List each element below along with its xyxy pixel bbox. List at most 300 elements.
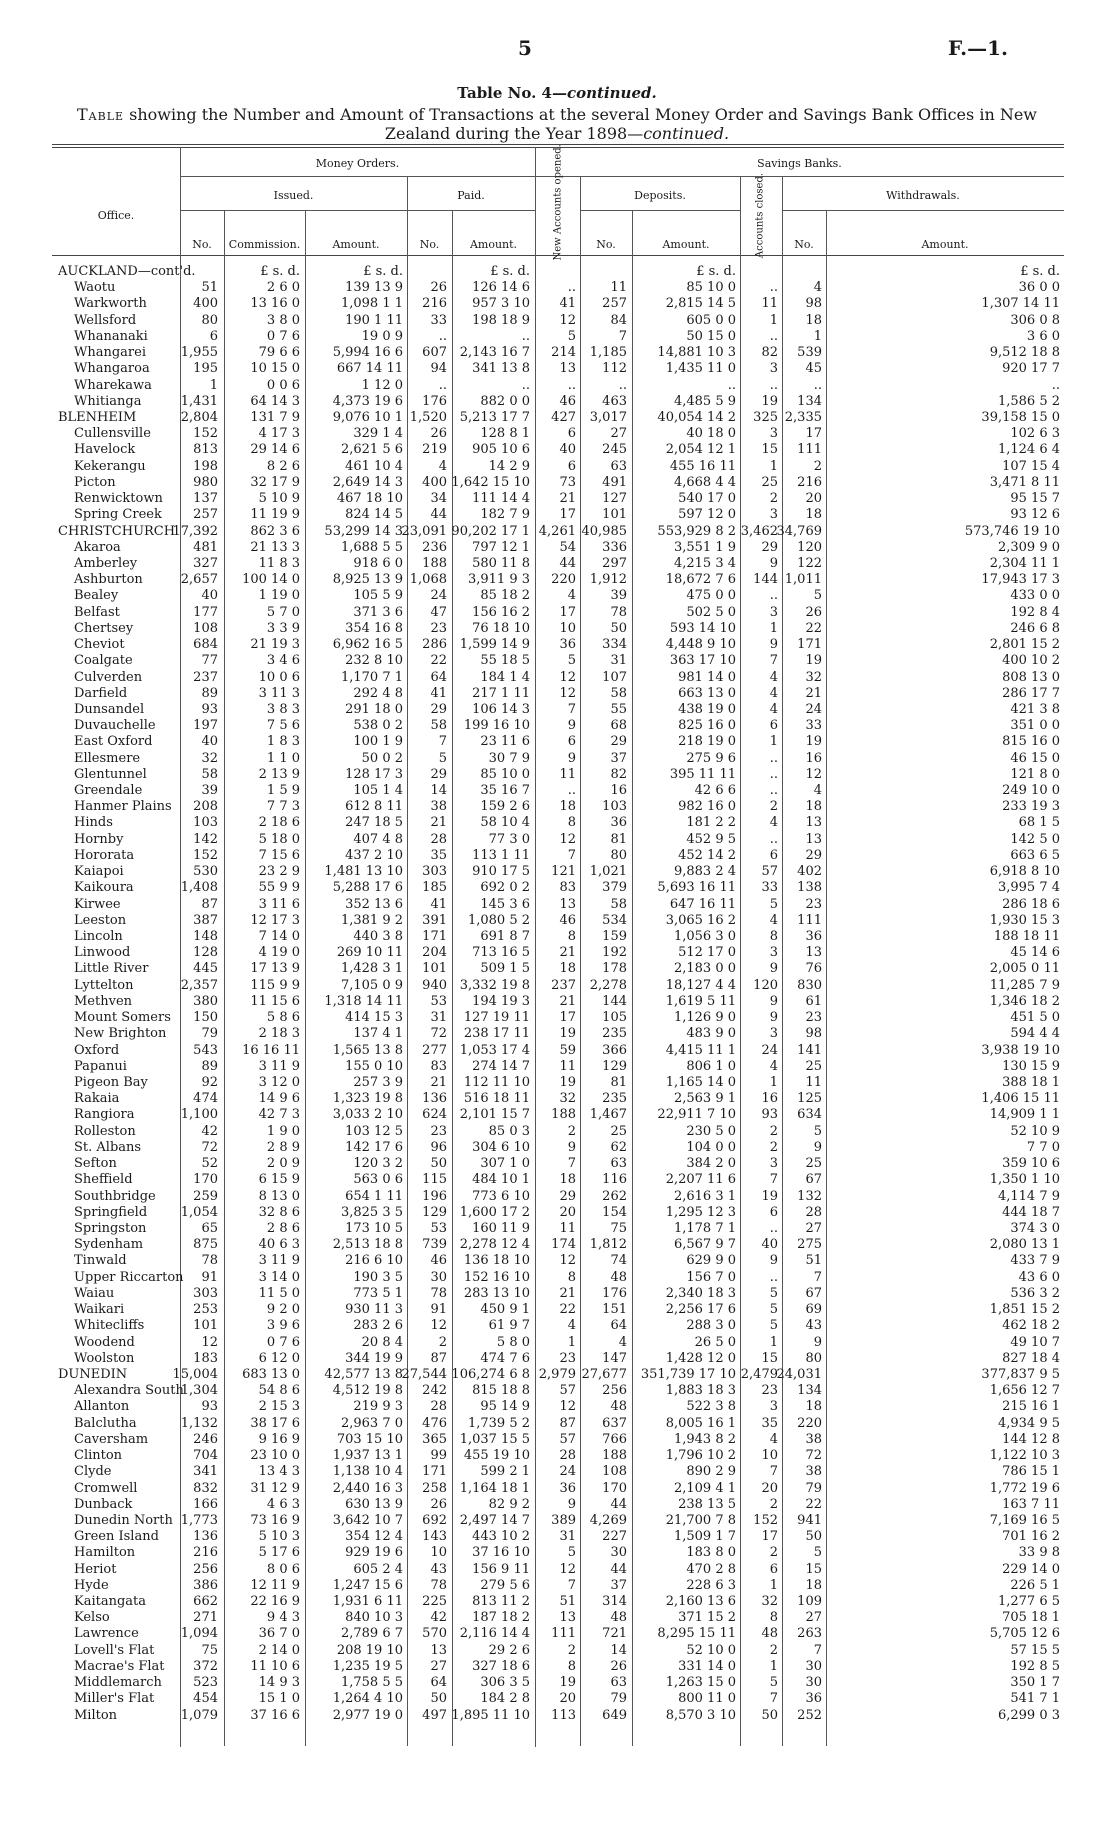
- paid-amount-cell: 156 16 2: [472, 604, 530, 620]
- paid-no-cell: 101: [422, 961, 447, 977]
- issued-no-cell: 136: [193, 1529, 218, 1545]
- paid-no-cell: 365: [422, 1431, 447, 1447]
- new-accounts-cell: ..: [567, 280, 576, 296]
- new-accounts-cell: 17: [559, 1010, 576, 1026]
- deposits-amount-cell: 6,567 9 7: [673, 1237, 736, 1253]
- accounts-closed-cell: 93: [761, 1107, 778, 1123]
- commission-cell: 4 17 3: [258, 426, 300, 442]
- issued-amount-cell: 1,428 3 1: [340, 961, 403, 977]
- accounts-closed-cell: 7: [769, 1464, 778, 1480]
- new-accounts-cell: 46: [559, 912, 576, 928]
- accounts-closed-cell: 6: [769, 847, 778, 863]
- deposits-no-cell: 2,278: [589, 977, 627, 993]
- office-name: Kelso: [74, 1610, 110, 1626]
- issued-amount-cell: 329 1 4: [353, 426, 403, 442]
- withdrawals-amount-cell: 1,122 10 3: [989, 1448, 1060, 1464]
- paid-amount-cell: 127 19 11: [463, 1010, 530, 1026]
- paid-amount-cell: 274 14 7: [472, 1058, 530, 1074]
- issued-amount-cell: 354 12 4: [345, 1529, 403, 1545]
- office-name: Cheviot: [74, 637, 125, 653]
- accounts-closed-cell: 35: [761, 1415, 778, 1431]
- issued-no-cell: 257: [193, 507, 218, 523]
- office-name: Little River: [74, 961, 149, 977]
- office-name: Greendale: [74, 783, 143, 799]
- commission-cell: 1 19 0: [258, 588, 300, 604]
- withdrawals-amount-cell: 130 15 9: [1002, 1058, 1060, 1074]
- withdrawals-no-cell: 24,031: [776, 1366, 822, 1382]
- commission-cell: 683 13 0: [242, 1366, 300, 1382]
- table-row: [0, 264, 1114, 280]
- issued-no-cell: 89: [201, 1058, 218, 1074]
- commission-cell: 9 4 3: [266, 1610, 300, 1626]
- paid-amount-cell: 2,101 15 7: [459, 1107, 530, 1123]
- new-accounts-cell: 9: [567, 718, 576, 734]
- withdrawals-no-cell: 125: [797, 1091, 822, 1107]
- office-name: Rolleston: [74, 1123, 136, 1139]
- issued-amount-cell: 437 2 10: [345, 847, 403, 863]
- table-row: [0, 1335, 1114, 1351]
- deposits-no-cell: 63: [610, 458, 627, 474]
- accounts-closed-cell: 9: [769, 1010, 778, 1026]
- withdrawals-no-cell: 38: [805, 1431, 822, 1447]
- new-accounts-cell: 6: [567, 458, 576, 474]
- issued-no-cell: 303: [193, 1285, 218, 1301]
- new-accounts-cell: 19: [559, 1026, 576, 1042]
- issued-amount-cell: 3,033 2 10: [332, 1107, 403, 1123]
- accounts-closed-cell: 4: [769, 701, 778, 717]
- issued-amount-cell: 1,235 19 5: [332, 1658, 403, 1674]
- office-name: Havelock: [74, 442, 136, 458]
- withdrawals-no-cell: 23: [805, 896, 822, 912]
- new-accounts-cell: 40: [559, 442, 576, 458]
- issued-amount-cell: 120 3 2: [353, 1156, 403, 1172]
- paid-amount-cell: 23 11 6: [480, 734, 530, 750]
- new-accounts-cell: 121: [551, 864, 576, 880]
- deposits-amount-cell: 1,509 1 7: [673, 1529, 736, 1545]
- issued-amount-cell: 563 0 6: [353, 1172, 403, 1188]
- deposits-amount-cell: 351,739 17 10: [640, 1366, 736, 1382]
- withdrawals-amount-cell: 57 15 5: [1010, 1642, 1060, 1658]
- withdrawals-no-cell: 36: [805, 1691, 822, 1707]
- deposits-amount-cell: 2,054 12 1: [665, 442, 736, 458]
- deposits-amount-cell: 1,619 5 11: [665, 993, 736, 1009]
- issued-no-cell: 1,773: [180, 1512, 218, 1528]
- new-accounts-cell: 57: [559, 1383, 576, 1399]
- issued-no-cell: 183: [193, 1350, 218, 1366]
- commission-cell: 42 7 3: [258, 1107, 300, 1123]
- withdrawals-no-cell: 252: [797, 1707, 822, 1723]
- commission-cell: 38 17 6: [250, 1415, 300, 1431]
- paid-amount-cell: 450 9 1: [480, 1302, 530, 1318]
- commission-cell: 10 15 0: [250, 361, 300, 377]
- accounts-closed-cell: 3: [769, 507, 778, 523]
- office-name: Picton: [74, 474, 116, 490]
- office-name: Woolston: [74, 1350, 135, 1366]
- withdrawals-amount-cell: 249 10 0: [1002, 783, 1060, 799]
- withdrawals-no-cell: 402: [797, 864, 822, 880]
- table-row: [0, 929, 1114, 945]
- table-row: [0, 1545, 1114, 1561]
- deposits-no-cell: 62: [610, 1139, 627, 1155]
- paid-no-cell: 78: [430, 1577, 447, 1593]
- withdrawals-no-cell: 23: [805, 1010, 822, 1026]
- accounts-closed-cell: 20: [761, 1480, 778, 1496]
- office-name: Rakaia: [74, 1091, 120, 1107]
- office-name: Tinwald: [74, 1253, 127, 1269]
- accounts-closed-cell: 7: [769, 1691, 778, 1707]
- commission-cell: 16 16 11: [242, 1042, 300, 1058]
- deposits-no-cell: 262: [602, 1188, 627, 1204]
- accounts-closed-cell: 29: [761, 539, 778, 555]
- paid-no-cell: 391: [422, 912, 447, 928]
- commission-cell: 11 19 9: [250, 507, 300, 523]
- paid-amount-cell: 516 18 11: [463, 1091, 530, 1107]
- new-accounts-cell: 31: [559, 1529, 576, 1545]
- table-row: [0, 1464, 1114, 1480]
- issued-no-cell: 1,132: [180, 1415, 218, 1431]
- paid-amount-cell: 198 18 9: [472, 312, 530, 328]
- withdrawals-amount-cell: 7 7 0: [1026, 1139, 1060, 1155]
- withdrawals-amount-cell: 1,277 6 5: [997, 1594, 1060, 1610]
- withdrawals-no-cell: 13: [805, 945, 822, 961]
- office-name: Ashburton: [74, 572, 143, 588]
- deposits-amount-cell: 22,911 7 10: [657, 1107, 736, 1123]
- currency-units: £ s. d.: [490, 264, 530, 279]
- deposits-no-cell: 58: [610, 896, 627, 912]
- issued-amount-cell: 630 13 9: [345, 1496, 403, 1512]
- new-accounts-cell: 19: [559, 1675, 576, 1691]
- deposits-no-cell: 107: [602, 669, 627, 685]
- table-row: [0, 1643, 1114, 1659]
- accounts-closed-cell: 4: [769, 912, 778, 928]
- accounts-closed-cell: 10: [761, 1448, 778, 1464]
- paid-no-cell: 41: [430, 896, 447, 912]
- new-accounts-cell: 23: [559, 1350, 576, 1366]
- table-row: [0, 1237, 1114, 1253]
- issued-amount-cell: 247 18 5: [345, 815, 403, 831]
- issued-no-cell: 80: [201, 312, 218, 328]
- commission-cell: 0 7 6: [266, 328, 300, 344]
- deposits-amount-cell: 982 16 0: [678, 799, 736, 815]
- accounts-closed-cell: 19: [761, 393, 778, 409]
- table-row: [0, 1156, 1114, 1172]
- withdrawals-amount-cell: 102 6 3: [1010, 426, 1060, 442]
- accounts-closed-cell: 4: [769, 1058, 778, 1074]
- office-name: Clinton: [74, 1448, 123, 1464]
- paid-amount-cell: 160 11 9: [472, 1220, 530, 1236]
- office-name: Springfield: [74, 1204, 148, 1220]
- deposits-no-cell: 1,467: [589, 1107, 627, 1123]
- deposits-no-cell: 37: [610, 750, 627, 766]
- issued-no-cell: 75: [201, 1642, 218, 1658]
- paid-amount-cell: 77 3 0: [488, 831, 530, 847]
- new-accounts-cell: 46: [559, 393, 576, 409]
- issued-amount-cell: 605 2 4: [353, 1561, 403, 1577]
- paid-no-cell: 303: [422, 864, 447, 880]
- withdrawals-amount-cell: 4,114 7 9: [997, 1188, 1060, 1204]
- issued-amount-cell: 105 5 9: [353, 588, 403, 604]
- issued-no-cell: 875: [193, 1237, 218, 1253]
- table-row: [0, 718, 1114, 734]
- deposits-no-cell: 4,269: [589, 1512, 627, 1528]
- issued-amount-cell: 354 16 8: [345, 620, 403, 636]
- table-row: [0, 848, 1114, 864]
- accounts-closed-cell: 1: [769, 312, 778, 328]
- new-accounts-cell: 2: [567, 1123, 576, 1139]
- withdrawals-amount-cell: 3 6 0: [1026, 328, 1060, 344]
- issued-no-cell: 79: [201, 1026, 218, 1042]
- table-row: [0, 1091, 1114, 1107]
- deposits-no-cell: 170: [602, 1480, 627, 1496]
- deposits-amount-cell: 522 3 8: [686, 1399, 736, 1415]
- accounts-closed-cell: 4: [769, 685, 778, 701]
- deposits-amount-cell: 512 17 0: [678, 945, 736, 961]
- deposits-no-cell: 27,677: [581, 1366, 627, 1382]
- withdrawals-no-cell: 7: [813, 1642, 822, 1658]
- withdrawals-no-cell: 27: [805, 1610, 822, 1626]
- deposits-amount-cell: 40,054 14 2: [657, 409, 736, 425]
- paid-no-cell: 14: [430, 783, 447, 799]
- commission-cell: 3 11 9: [258, 1058, 300, 1074]
- issued-no-cell: 445: [193, 961, 218, 977]
- deposits-no-cell: 31: [610, 653, 627, 669]
- withdrawals-amount-cell: 163 7 11: [1002, 1496, 1060, 1512]
- office-name: Alexandra South: [74, 1383, 184, 1399]
- table-row: [0, 1659, 1114, 1675]
- withdrawals-no-cell: 33: [805, 718, 822, 734]
- issued-amount-cell: 612 8 11: [345, 799, 403, 815]
- withdrawals-amount-cell: 374 3 0: [1010, 1220, 1060, 1236]
- table-row: [0, 1140, 1114, 1156]
- paid-amount-cell: 238 17 11: [463, 1026, 530, 1042]
- deposits-amount-cell: 228 6 3: [686, 1577, 736, 1593]
- issued-no-cell: 12: [201, 1334, 218, 1350]
- withdrawals-no-cell: 216: [797, 474, 822, 490]
- paid-amount-cell: 1,599 14 9: [459, 637, 530, 653]
- commission-cell: 36 7 0: [258, 1626, 300, 1642]
- office-name: Hororata: [74, 847, 135, 863]
- office-name: Methven: [74, 993, 133, 1009]
- table-row: [0, 1399, 1114, 1415]
- table-row: [0, 994, 1114, 1010]
- paid-amount-cell: 3,911 9 3: [467, 572, 530, 588]
- paid-amount-cell: 145 3 6: [480, 896, 530, 912]
- new-accounts-cell: 220: [551, 572, 576, 588]
- commission-cell: 2 0 9: [266, 1156, 300, 1172]
- deposits-amount-cell: 395 11 11: [669, 766, 736, 782]
- paid-no-cell: ..: [438, 377, 447, 393]
- deposits-amount-cell: 981 14 0: [678, 669, 736, 685]
- deposits-no-cell: 44: [610, 1561, 627, 1577]
- commission-cell: 37 16 6: [250, 1707, 300, 1723]
- issued-no-cell: 108: [193, 620, 218, 636]
- deposits-no-cell: 105: [602, 1010, 627, 1026]
- office-name: Caversham: [74, 1431, 149, 1447]
- paid-amount-cell: 136 18 10: [463, 1253, 530, 1269]
- new-accounts-cell: 36: [559, 1480, 576, 1496]
- withdrawals-amount-cell: 2,801 15 2: [989, 637, 1060, 653]
- paid-no-cell: 624: [422, 1107, 447, 1123]
- issued-no-cell: 474: [193, 1091, 218, 1107]
- office-name: Wharekawa: [74, 377, 152, 393]
- withdrawals-amount-cell: 142 5 0: [1010, 831, 1060, 847]
- new-accounts-cell: 4: [567, 588, 576, 604]
- office-name: Belfast: [74, 604, 120, 620]
- issued-no-cell: 832: [193, 1480, 218, 1496]
- accounts-closed-cell: 9: [769, 555, 778, 571]
- table-row: [0, 1059, 1114, 1075]
- office-name: Lyttelton: [74, 977, 134, 993]
- issued-amount-cell: 9,076 10 1: [332, 409, 403, 425]
- accounts-closed-cell: 120: [753, 977, 778, 993]
- deposits-amount-cell: 825 16 0: [678, 718, 736, 734]
- withdrawals-no-cell: 4: [813, 783, 822, 799]
- office-name: Waotu: [74, 280, 116, 296]
- deposits-amount-cell: 452 14 2: [678, 847, 736, 863]
- issued-no-cell: 6: [209, 328, 218, 344]
- paid-amount-cell: 283 13 10: [463, 1285, 530, 1301]
- commission-cell: 5 17 6: [258, 1545, 300, 1561]
- paid-amount-cell: 106,274 6 8: [451, 1366, 530, 1382]
- commission-cell: 7 7 3: [266, 799, 300, 815]
- issued-no-cell: 1,955: [180, 345, 218, 361]
- deposits-no-cell: 4: [618, 1334, 627, 1350]
- paid-no-cell: 242: [422, 1383, 447, 1399]
- withdrawals-no-cell: 21: [805, 685, 822, 701]
- issued-no-cell: 170: [193, 1172, 218, 1188]
- accounts-closed-cell: 2,479: [740, 1366, 778, 1382]
- paid-no-cell: 400: [422, 474, 447, 490]
- paid-amount-cell: 307 1 0: [480, 1156, 530, 1172]
- issued-amount-cell: 257 3 9: [353, 1075, 403, 1090]
- commission-cell: 3 4 6: [266, 653, 300, 669]
- deposits-amount-cell: 14,881 10 3: [657, 345, 736, 361]
- deposits-no-cell: 144: [602, 993, 627, 1009]
- withdrawals-no-cell: ..: [813, 377, 822, 393]
- withdrawals-no-cell: 5: [813, 1545, 822, 1561]
- office-name: Whitecliffs: [74, 1318, 145, 1334]
- withdrawals-amount-cell: 1,346 18 2: [989, 993, 1060, 1009]
- deposits-no-cell: 27: [610, 426, 627, 442]
- issued-no-cell: 1,079: [180, 1707, 218, 1723]
- withdrawals-no-cell: 18: [805, 312, 822, 328]
- new-accounts-cell: 13: [559, 896, 576, 912]
- deposits-no-cell: 75: [610, 1220, 627, 1236]
- commission-cell: 13 4 3: [258, 1464, 300, 1480]
- table-row: [0, 1351, 1114, 1367]
- withdrawals-amount-cell: 49 10 7: [1010, 1334, 1060, 1350]
- commission-cell: 54 8 6: [258, 1383, 300, 1399]
- paid-amount-cell: 194 19 3: [472, 993, 530, 1009]
- accounts-closed-cell: ..: [769, 280, 778, 296]
- table-row: [0, 1318, 1114, 1334]
- new-accounts-cell: 13: [559, 1610, 576, 1626]
- new-accounts-cell: 17: [559, 604, 576, 620]
- deposits-amount-cell: 800 11 0: [678, 1691, 736, 1707]
- paid-no-cell: 53: [430, 1220, 447, 1236]
- withdrawals-amount-cell: 306 0 8: [1010, 312, 1060, 328]
- withdrawals-no-cell: 34,769: [776, 523, 822, 539]
- paid-amount-header: Amount.: [469, 238, 518, 251]
- deposits-no-cell: 16: [610, 783, 627, 799]
- issued-amount-cell: 291 18 0: [345, 701, 403, 717]
- commission-cell: 4 19 0: [258, 945, 300, 961]
- withdrawals-no-cell: 30: [805, 1675, 822, 1691]
- withdrawals-amount-cell: 215 16 1: [1002, 1399, 1060, 1415]
- issued-amount-cell: 2,513 18 8: [332, 1237, 403, 1253]
- withdrawals-amount-cell: 192 8 4: [1010, 604, 1060, 620]
- new-accounts-cell: 24: [559, 1464, 576, 1480]
- deposits-no-cell: 14: [610, 1642, 627, 1658]
- office-header: Office.: [97, 209, 135, 222]
- paid-amount-cell: 474 7 6: [480, 1350, 530, 1366]
- paid-amount-cell: 957 3 10: [472, 296, 530, 312]
- withdrawals-no-cell: 80: [805, 1350, 822, 1366]
- withdrawals-amount-cell: 46 15 0: [1010, 750, 1060, 766]
- issued-no-cell: 150: [193, 1010, 218, 1026]
- issued-no-cell: 166: [193, 1496, 218, 1512]
- withdrawals-amount-cell: 226 5 1: [1010, 1577, 1060, 1593]
- deposits-amount-cell: 502 5 0: [686, 604, 736, 620]
- withdrawals-header: Withdrawals.: [886, 189, 960, 202]
- issued-amount-cell: 1,323 19 8: [332, 1091, 403, 1107]
- withdrawals-amount-cell: 14,909 1 1: [989, 1107, 1060, 1123]
- new-accounts-cell: 22: [559, 1302, 576, 1318]
- office-name: Southbridge: [74, 1188, 156, 1204]
- deposits-no-cell: 84: [610, 312, 627, 328]
- withdrawals-amount-cell: 93 12 6: [1010, 507, 1060, 523]
- issued-amount-cell: 929 19 6: [345, 1545, 403, 1561]
- commission-cell: 11 15 6: [250, 993, 300, 1009]
- deposits-amount-cell: 438 19 0: [678, 701, 736, 717]
- office-name: Duvauchelle: [74, 718, 156, 734]
- deposits-no-cell: 63: [610, 1675, 627, 1691]
- accounts-closed-cell: 6: [769, 1561, 778, 1577]
- new-accounts-cell: 12: [559, 1561, 576, 1577]
- withdrawals-no-cell: 18: [805, 507, 822, 523]
- issued-no-cell: 93: [201, 701, 218, 717]
- new-accounts-header: New Accounts opened.: [552, 144, 564, 261]
- deposits-no-cell: 112: [602, 361, 627, 377]
- paid-amount-cell: 306 3 5: [480, 1675, 530, 1691]
- withdrawals-amount-cell: 1,350 1 10: [989, 1172, 1060, 1188]
- withdrawals-no-cell: 13: [805, 815, 822, 831]
- commission-cell: 31 12 9: [250, 1480, 300, 1496]
- paid-no-cell: 258: [422, 1480, 447, 1496]
- accounts-closed-cell: ..: [769, 1220, 778, 1236]
- accounts-closed-cell: 1: [769, 1334, 778, 1350]
- commission-cell: 862 3 6: [250, 523, 300, 539]
- paid-no-cell: 4: [438, 458, 447, 474]
- issued-amount-cell: 2,621 5 6: [340, 442, 403, 458]
- issued-amount-cell: 142 17 6: [345, 1139, 403, 1155]
- table-row: [0, 1529, 1114, 1545]
- new-accounts-cell: 8: [567, 1269, 576, 1285]
- issued-no-cell: 256: [193, 1561, 218, 1577]
- paid-no-cell: 26: [430, 280, 447, 296]
- table-row: [0, 653, 1114, 669]
- new-accounts-cell: 174: [551, 1237, 576, 1253]
- paid-no-cell: 58: [430, 718, 447, 734]
- paid-amount-cell: 3,332 19 8: [459, 977, 530, 993]
- office-name: Hamilton: [74, 1545, 136, 1561]
- deposits-amount-cell: 4,215 3 4: [673, 555, 736, 571]
- withdrawals-amount-cell: 444 18 7: [1002, 1204, 1060, 1220]
- issued-amount-cell: 190 1 11: [345, 312, 403, 328]
- new-accounts-cell: 12: [559, 1253, 576, 1269]
- deposits-no-cell: 48: [610, 1610, 627, 1626]
- withdrawals-amount-cell: 920 17 7: [1002, 361, 1060, 377]
